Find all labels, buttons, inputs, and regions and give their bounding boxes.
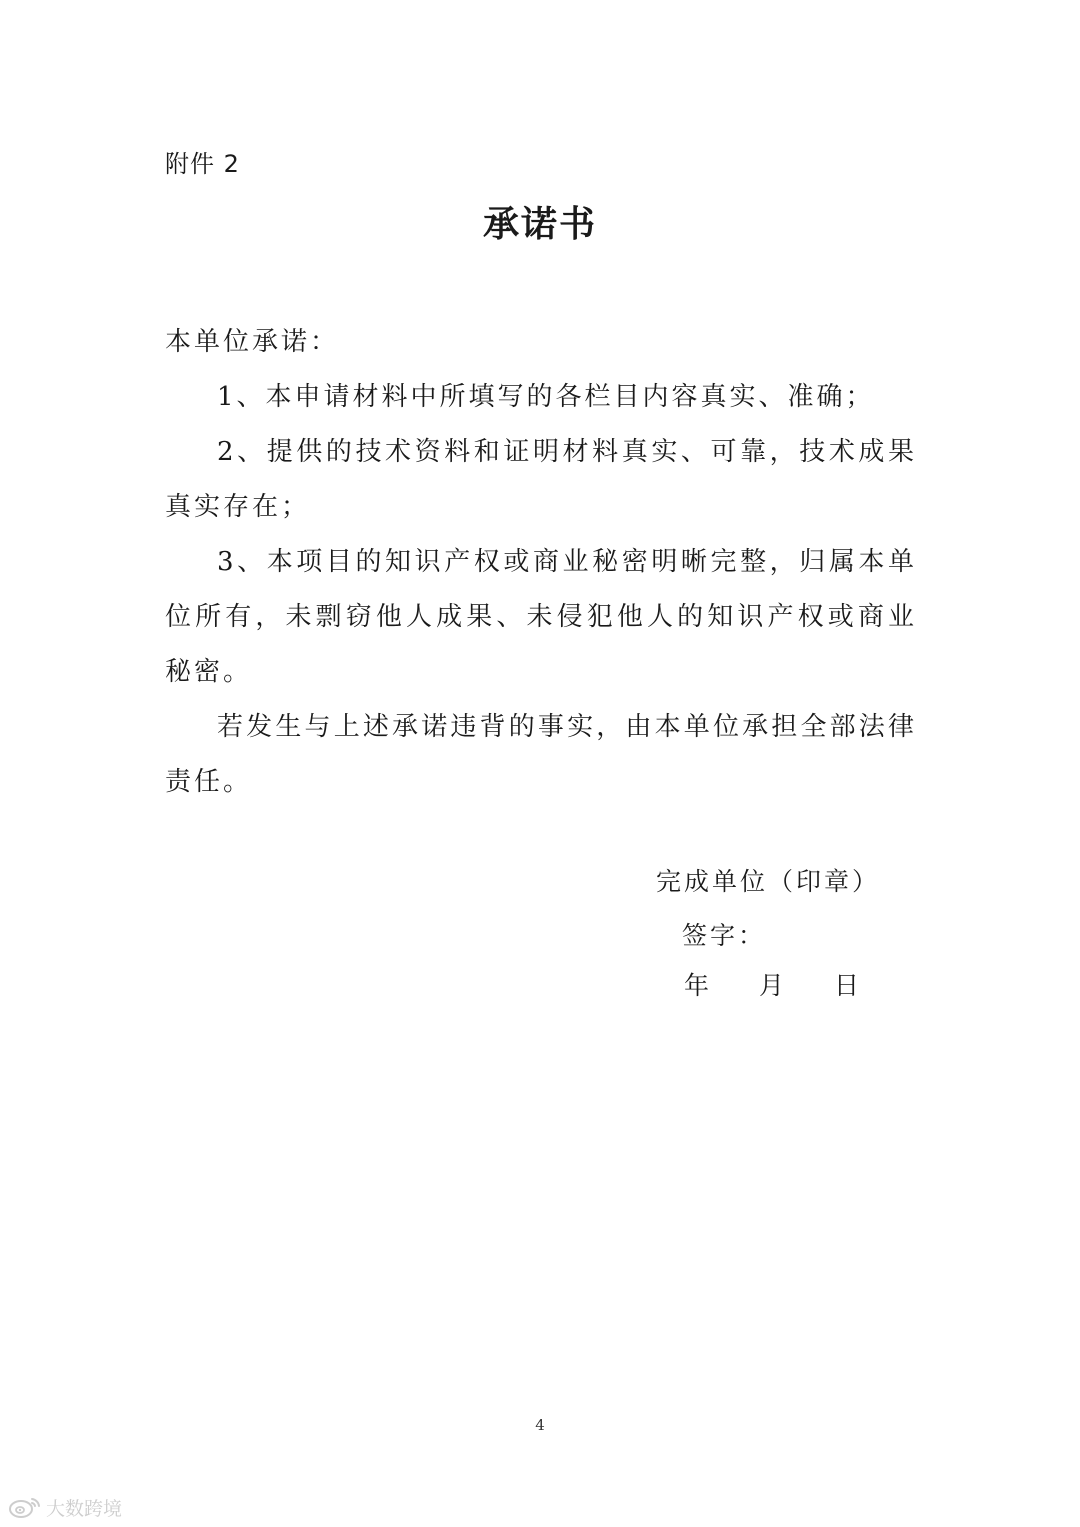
commitment-item-2: 2、提供的技术资料和证明材料真实、可靠，技术成果真实存在； [165, 437, 917, 522]
watermark [8, 1494, 122, 1520]
document-title: 承诺书 [482, 204, 597, 245]
completing-unit-seal-label: 完成单位（印章） [656, 867, 881, 896]
commitment-item-1: 1、本申请材料中所填写的各栏目内容真实、准确； [217, 382, 875, 412]
page-number: 4 [535, 1416, 545, 1434]
closing-statement: 若发生与上述承诺违背的事实，由本单位承担全部法律责任。 [165, 712, 917, 797]
day-label: 日 [833, 971, 859, 1000]
weibo-icon [8, 1495, 42, 1519]
signature-label: 签字： [682, 921, 767, 950]
commitment-item-3: 3、本项目的知识产权或商业秘密明晰完整，归属本单位所有，未剽窃他人成果、未侵犯他人的知识产权或商业秘密。 [165, 547, 917, 687]
date-row [684, 966, 859, 1002]
month-label: 月 [758, 971, 784, 1000]
commitment-body [165, 315, 917, 810]
year-label: 年 [684, 971, 710, 1000]
watermark-text: 大数跨境 [46, 1497, 123, 1520]
intro-line: 本单位承诺： [165, 327, 340, 357]
attachment-label: 附件 2 [165, 150, 240, 178]
